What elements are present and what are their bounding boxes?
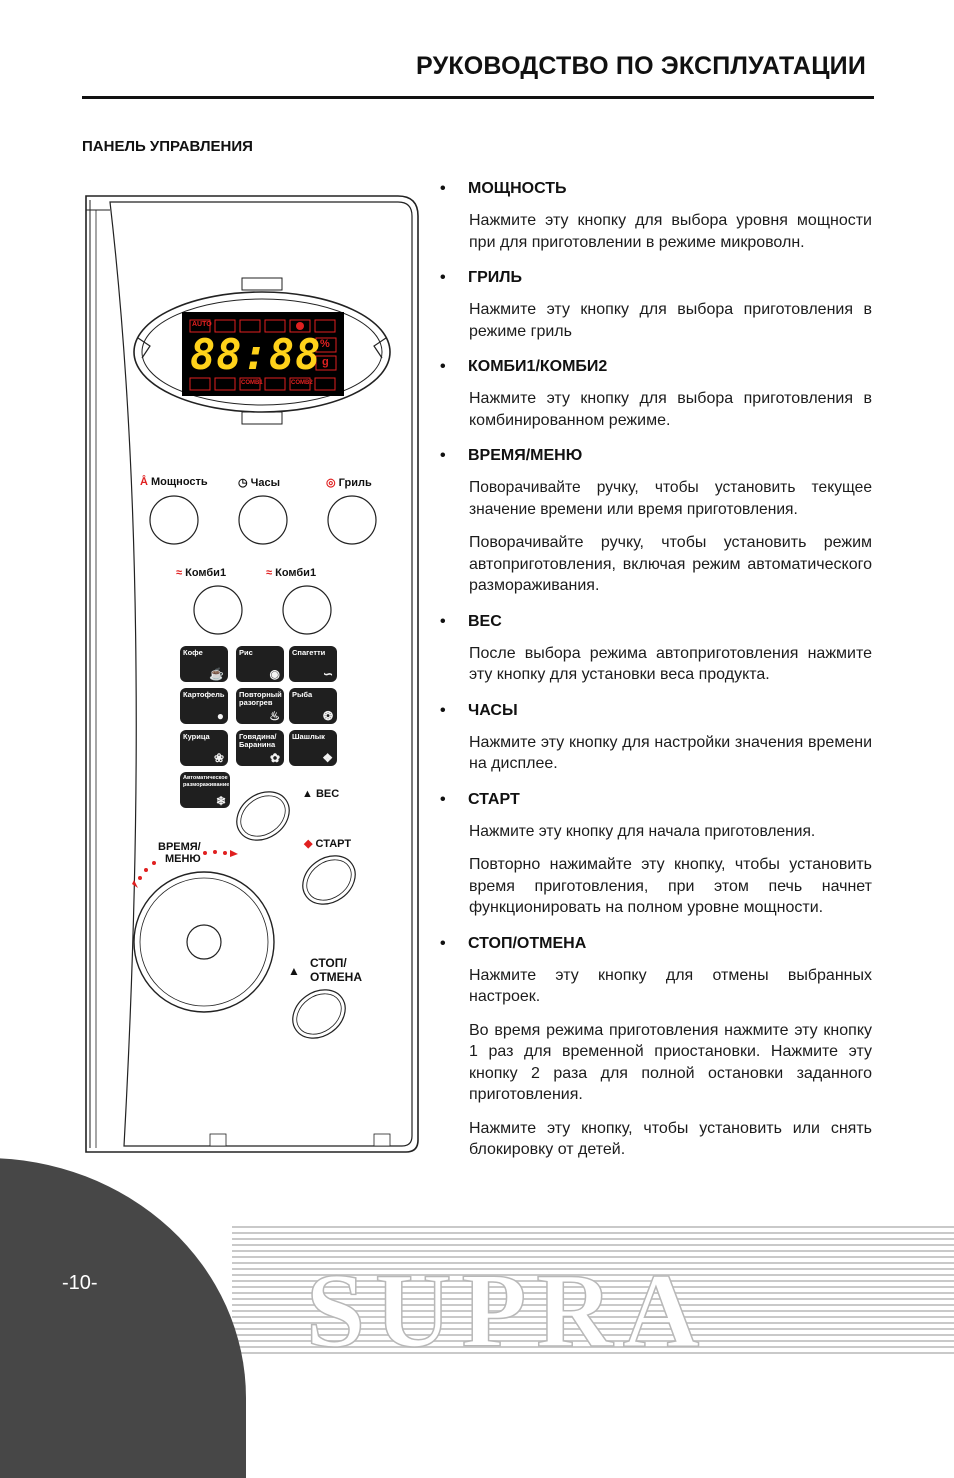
spaghetti-icon: ∽ [322,667,333,681]
auto-program-tile[interactable]: Говядина/ Баранина ✿ [236,730,284,766]
display-comb2-indicator: COMB2 [291,380,313,386]
instruction-heading: ВЕС [468,612,502,630]
start-button[interactable] [301,858,357,902]
auto-program-tile[interactable]: Курица ❀ [180,730,228,766]
instruction-item: • СТОП/ОТМЕНА Нажмите эту кнопку для отмены выбранных настроек. Во время режима приготовления нажмите эту кнопку 1 раз для временной приостановки. Нажмите эту кнопку 2 раза для полной остановки заданного приготовления. Нажмите эту кнопку, чтобы установить или снять блокировку от детей. [440,935,872,1161]
display-percent-indicator: % [320,338,330,350]
instruction-text: Поворачивайте ручку, чтобы установить текущее значение времени или время приготовления. [469,479,872,518]
time-menu-dial[interactable] [134,872,274,1012]
instruction-item: • МОЩНОСТЬ Нажмите эту кнопку для выбора уровня мощности при для приготовлении в режиме микроволн. [440,180,872,253]
grill-button[interactable] [328,496,376,544]
clock-button-label: ◷ Часы [238,477,281,489]
display-comb1-indicator: COMB1 [241,380,263,386]
display-gram-indicator: g [322,356,329,368]
instruction-item: • ГРИЛЬ Нажмите эту кнопку для выбора приготовления в режиме гриль [440,269,872,342]
meat-icon: ✿ [269,751,280,765]
instruction-item: • КОМБИ1/КОМБИ2 Нажмите эту кнопку для выбора приготовления в комбинированном режиме. [440,358,872,431]
auto-program-tile[interactable]: Рис ◉ [236,646,284,682]
combi-icon: ≈ [266,567,273,579]
page-title: РУКОВОДСТВО ПО ЭКСПЛУАТАЦИИ [416,52,866,80]
combi1-left-button[interactable] [194,586,242,634]
combi1-right-button[interactable] [283,586,331,634]
auto-program-tile[interactable]: Кофе ☕ [180,646,228,682]
coffee-icon: ☕ [209,667,224,681]
stop-icon: ▲ [288,964,300,978]
page-number: -10- [62,1272,98,1294]
instruction-text: Нажмите эту кнопку для отмены выбранных настроек. [469,966,872,1005]
brand-logo: SUPRA [306,1252,710,1369]
power-icon: Å [140,476,148,488]
instruction-text: Нажмите эту кнопку, чтобы установить или снять блокировку от детей. [469,1119,872,1158]
start-button-label: ◆ СТАРТ [304,838,352,850]
fish-icon: ❂ [322,709,333,723]
weight-button-label: ▲ ВЕС [302,788,340,800]
instruction-text: Нажмите эту кнопку для начала приготовления. [469,822,816,840]
reheat-icon: ♨ [269,709,280,723]
auto-program-tile[interactable]: Повторный разогрев ♨ [236,688,284,724]
auto-program-tile[interactable]: Спагетти ∽ [289,646,337,682]
weight-icon: ▲ [302,788,313,800]
power-button[interactable] [150,496,198,544]
instruction-heading: СТОП/ОТМЕНА [468,934,587,952]
grill-button-label: ◎ Гриль [326,477,372,489]
instruction-text: Нажмите эту кнопку для выбора уровня мощности при для приготовлении в режиме микроволн. [469,212,872,251]
instruction-heading: МОЩНОСТЬ [468,180,567,197]
control-panel-illustration [80,190,420,1156]
auto-program-tile[interactable]: Рыба ❂ [289,688,337,724]
header-divider [82,96,874,99]
auto-program-tile[interactable]: Картофель ● [180,688,228,724]
clock-icon: ◷ [238,477,248,489]
combi-icon: ≈ [176,567,183,579]
clock-button[interactable] [239,496,287,544]
instruction-text: Нажмите эту кнопку для выбора приготовления в комбинированном режиме. [469,390,872,429]
snowflake-icon: ❄ [215,793,226,808]
instruction-heading: КОМБИ1/КОМБИ2 [468,358,608,375]
rice-icon: ◉ [269,667,280,681]
instruction-heading: СТАРТ [468,790,520,808]
defrost-tile[interactable]: Автоматическое размораживание ❄ [180,772,230,808]
combi1-left-button-label: ≈ Комби1 [176,567,227,579]
instruction-heading: ЧАСЫ [468,701,518,719]
instructions-list [440,180,872,1177]
instruction-text: Нажмите эту кнопку для настройки значения времени на дисплее. [469,733,872,772]
time-menu-label: ВРЕМЯ/ МЕНЮ [158,841,201,865]
instruction-item: • ЧАСЫ Нажмите эту кнопку для настройки значения времени на дисплее. [440,702,872,775]
weight-button[interactable] [235,794,291,838]
instruction-item: • СТАРТ Нажмите эту кнопку для начала приготовления. Повторно нажимайте эту кнопку, чтобы установить время приготовления, при этом печь начнет функционировать на полном уровне мощности. [440,791,872,919]
combi1-right-button-label: ≈ Комби1 [266,567,317,579]
stop-button-label: ▲ СТОП/ ОТМЕНА [288,956,362,984]
page-corner-shape [0,1158,246,1478]
grill-icon: ◎ [326,477,336,489]
auto-program-tile[interactable]: Шашлык ❖ [289,730,337,766]
instruction-text: Поворачивайте ручку, чтобы установить режим автоприготовления, включая режим автоматического размораживания. [469,534,872,594]
start-icon: ◆ [304,838,313,850]
section-title: ПАНЕЛЬ УПРАВЛЕНИЯ [82,138,253,155]
display-digits: 88:88 [190,330,322,379]
stop-cancel-button[interactable] [291,992,347,1036]
instruction-text: Повторно нажимайте эту кнопку, чтобы установить время приготовления, при этом печь начнет функционировать на полном уровне мощности. [469,856,872,916]
potato-icon: ● [216,709,224,723]
chicken-icon: ❀ [213,751,224,765]
instruction-text: После выбора режима автоприготовления нажмите эту кнопку для установки веса продукта. [469,644,872,683]
instruction-item: • ВЕС После выбора режима автоприготовления нажмите эту кнопку для установки веса продукта. [440,613,872,686]
power-button-label: Å Мощность [140,476,208,488]
instruction-heading: ВРЕМЯ/МЕНЮ [468,447,583,464]
instruction-text: Нажмите эту кнопку для выбора приготовления в режиме гриль [469,301,872,340]
display-auto-indicator: AUTO [192,321,212,328]
instruction-heading: ГРИЛЬ [468,269,522,286]
instruction-text: Во время режима приготовления нажмите эту кнопку 1 раз для временной приостановки. Нажмите эту кнопку 2 раза для полной остановки заданного приготовления. [469,1021,872,1103]
skewer-icon: ❖ [322,751,333,765]
instruction-item: • ВРЕМЯ/МЕНЮ Поворачивайте ручку, чтобы установить текущее значение времени или время приготовления. Поворачивайте ручку, чтобы установить режим автоприготовления, включая режим автоматического размораживания. [440,447,872,597]
